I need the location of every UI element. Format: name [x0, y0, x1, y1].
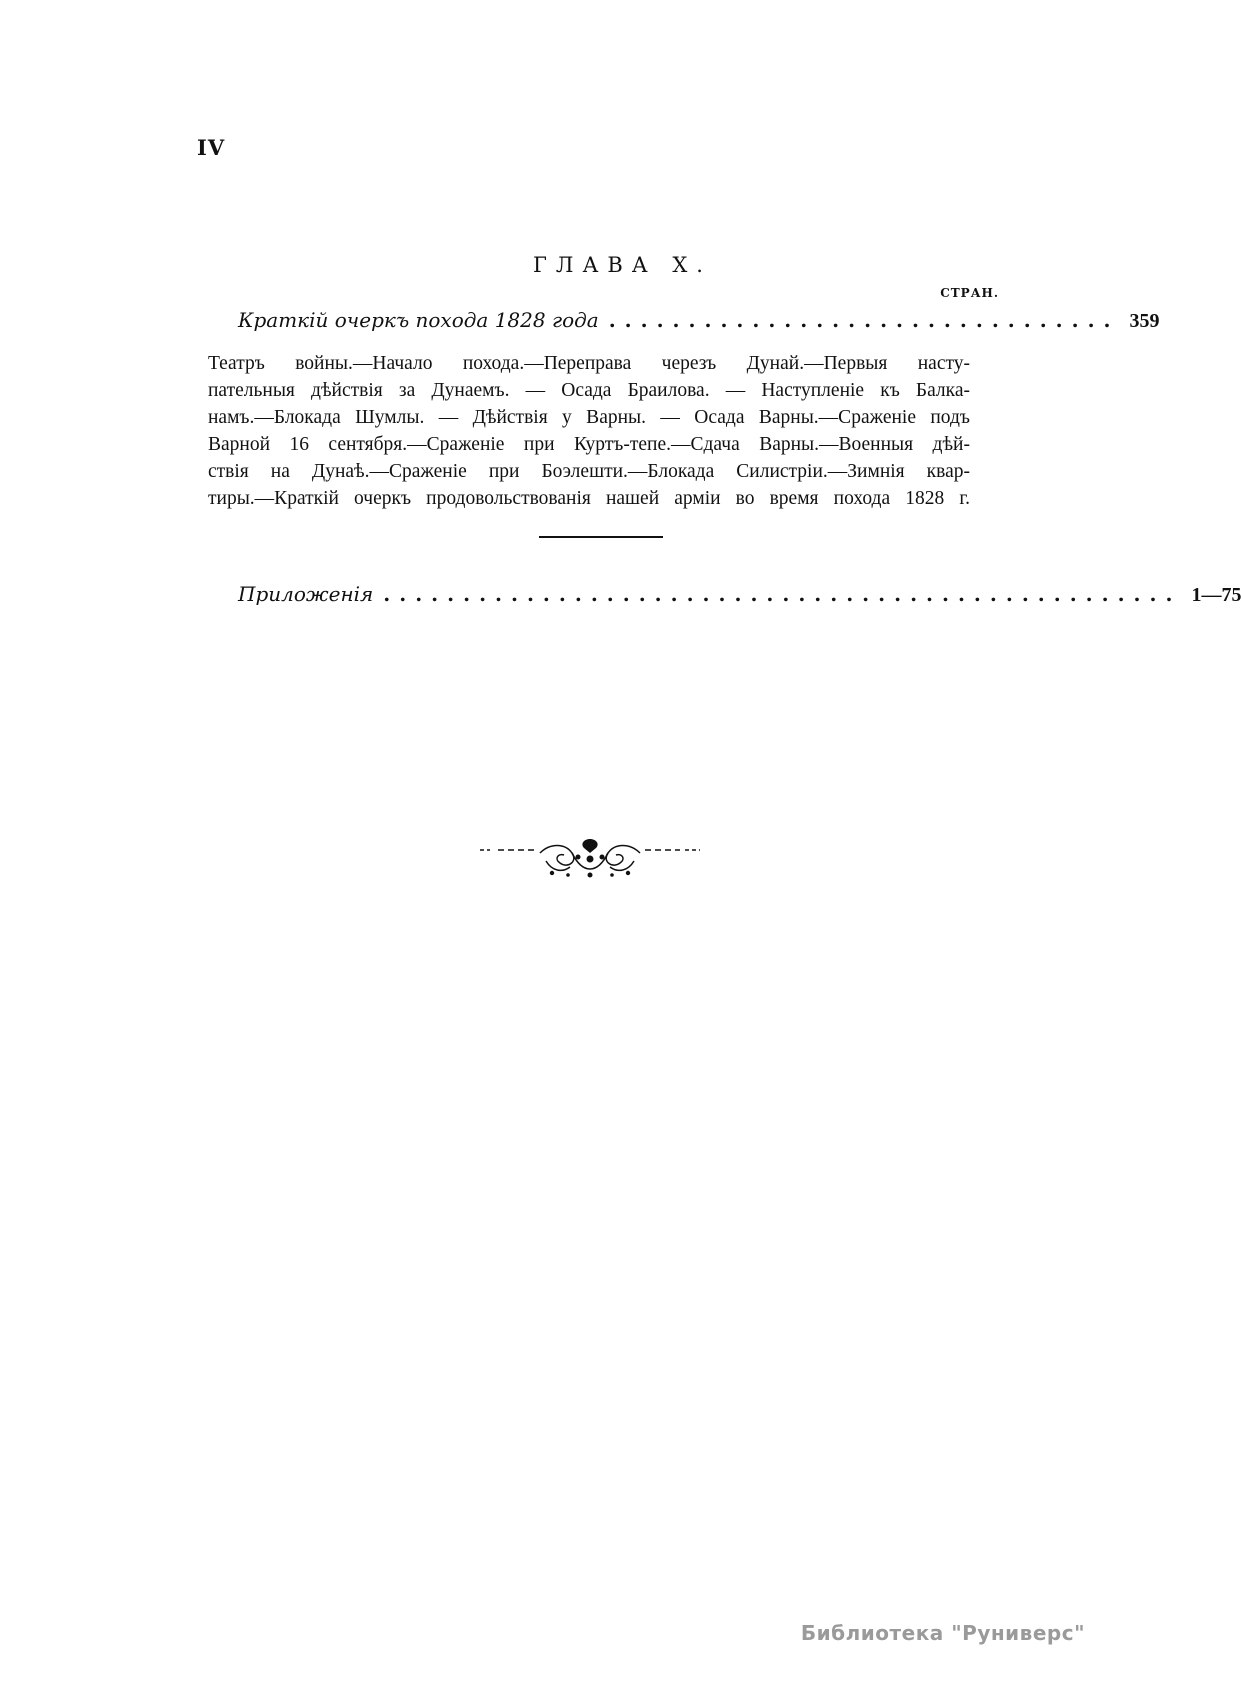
library-watermark: Библиотека "Руниверс" — [800, 1621, 1085, 1645]
summary-line: намъ.—Блокада Шумлы. — Дѣйствія у Варны. — Осада Варны.—Сраженіе подъ — [208, 407, 970, 428]
dot-leader: ................................ — [608, 308, 1120, 332]
toc-entry-chapter[interactable] — [238, 308, 1160, 333]
toc-entry-title: Приложенія — [238, 582, 374, 606]
section-divider — [539, 536, 663, 538]
toc-entry-pages: 359 — [1129, 310, 1160, 332]
toc-entry-appendix[interactable] — [238, 582, 1241, 607]
page-number: IV — [197, 135, 226, 160]
dot-leader: .................................................. — [383, 582, 1182, 606]
fleuron-ornament-icon — [480, 835, 700, 885]
summary-line: Театръ войны.—Начало похода.—Переправа черезъ Дунай.—Первыя насту- — [208, 353, 970, 374]
toc-entry-title: Краткій очеркъ похода 1828 года — [238, 308, 599, 332]
page-column-label: СТРАН. — [940, 286, 999, 300]
chapter-summary — [208, 350, 970, 512]
toc-entry-pages: 1—75 — [1191, 584, 1241, 606]
summary-line: тиры.—Краткій очеркъ продовольствованія нашей арміи во время похода 1828 г. — [208, 488, 970, 509]
summary-line: пательныя дѣйствія за Дунаемъ. — Осада Браилова. — Наступленіе къ Балка- — [208, 380, 970, 401]
summary-line: Варной 16 сентября.—Сраженіе при Куртъ-тепе.—Сдача Варны.—Военныя дѣй- — [208, 434, 970, 455]
summary-line: ствія на Дунаѣ.—Сраженіе при Боэлешти.—Блокада Силистріи.—Зимнія квар- — [208, 461, 970, 482]
chapter-heading: ГЛАВА X. — [533, 253, 712, 277]
